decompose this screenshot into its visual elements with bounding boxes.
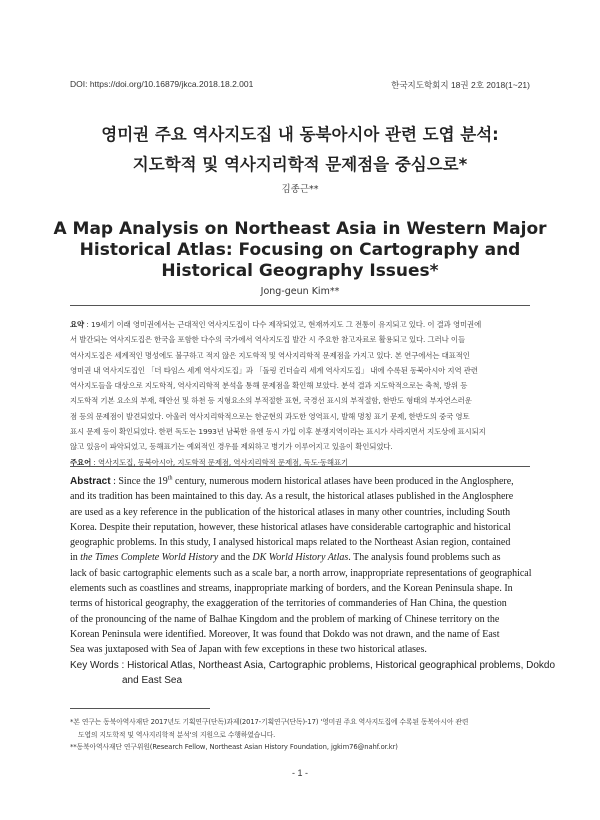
abstract-line: 서 발간되는 역사지도집은 한국을 포함한 다수의 국가에서 역사지도집 발간 시 주요한 참고자료로 활용되고 있다. 그러나 이들	[70, 335, 466, 345]
footnote-line: *본 연구는 동북아역사재단 2017년도 기획연구(단독)과제(2017-기획연구(단독)-17) '영미권 주요 역사지도집에 수록된 동북아시아 관련	[70, 718, 469, 726]
abstract-line: 영미권 내 역사지도집인 「더 타임스 세계 역사지도집」과 「돌링 킨더슬리 세계 역사지도집」 내에 수록된 동북아시아 지역 관련	[70, 365, 478, 375]
abstract-line: geographic problems. In this study, I analysed historical maps related to the Northeast Asian region, contained	[70, 537, 511, 549]
abstract-line: elements such as coastlines and streams, inappropriate marking of borders, and the Korean Peninsula shape. In	[70, 583, 513, 595]
abstract-line: Korea. Despite their reputation, however, these historical atlases have considerable cartographic and historical	[70, 521, 511, 533]
english-title-line: Historical Geography Issues*	[161, 261, 439, 281]
keywords-label-ko: 주요어	[70, 457, 92, 467]
keywords-ko: 주요어 : 역사지도집, 동북아시아, 지도학적 문제점, 역사지리학적 문제점, 독도·동해표기	[70, 457, 349, 467]
abstract-label-ko: 요약	[70, 320, 85, 329]
abstract-line: 점 등의 문제점이 발견되었다. 아울러 역사지리학적으로는 한군현의 과도한 영역표시, 발해 명칭 표기 문제, 한반도의 중국 영토	[70, 411, 470, 421]
doi-link[interactable]: DOI: https://doi.org/10.16879/jkca.2018.18.2.001	[70, 79, 254, 89]
abstract-line: 역사지도들을 대상으로 지도학적, 역사지리학적 분석을 통해 문제점을 확인해 보았다. 분석 결과 지도학적으로는 축척, 방위 등	[70, 381, 468, 391]
english-abstract	[70, 474, 556, 688]
running-header	[70, 79, 530, 93]
abstract-line: Abstract : Since the 19th century, numerous modern historical atlases have been produced in the Anglosphere,	[70, 475, 514, 487]
abstract-line: lack of basic cartographic elements such as a scale bar, a north arrow, inappropriate representations of geographical	[70, 567, 532, 579]
english-title-line: A Map Analysis on Northeast Asia in Western Major	[53, 219, 547, 239]
footnote-rule	[70, 708, 210, 709]
keywords-label-en: Key Words	[70, 659, 119, 671]
abstract-line: terms of historical geography, the exaggeration of the territories of commanderies of Han China, the question	[70, 598, 507, 610]
english-title	[40, 219, 560, 282]
korean-author: 김종근**	[281, 184, 319, 195]
abstract-divider-rule	[70, 466, 530, 467]
abstract-line: 지도학적 기본 요소의 부재, 해안선 및 하천 등 지형요소의 부적절한 표현, 국경선 표시의 부적절함, 한반도 형태의 부자연스러운	[70, 396, 472, 406]
journal-info: 한국지도학회지 18권 2호 2018(1~21)	[391, 80, 530, 90]
abstract-line: 않고 있음이 파악되었고, 동해표기는 예외적인 경우를 제외하고 병기가 이루어지고 있음이 확인되었다.	[70, 442, 393, 452]
english-author: Jong-geun Kim**	[260, 286, 340, 297]
korean-title	[40, 120, 560, 180]
korean-title-line: 지도학적 및 역사지리학적 문제점을 중심으로*	[132, 155, 468, 174]
footnote-line: 도엽의 지도학적 및 역사지리학적 분석'의 지원으로 수행하였습니다.	[78, 730, 276, 739]
keywords-en-continued: and East Sea	[122, 674, 183, 686]
english-title-line: Historical Atlas: Focusing on Cartography and	[79, 240, 521, 260]
abstract-line: Korean Peninsula were identified. Moreover, It was found that Dokdo was not drawn, and the name of East	[70, 628, 500, 640]
abstract-line: of the pronouncing of the name of Balhae Kingdom and the problem of marking of Chinese territory on the	[70, 613, 500, 625]
footnote-line: **동북아역사재단 연구위원(Research Fellow, Northeast Asian History Foundation, jgkim76@nahf.or.kr)	[70, 743, 398, 751]
abstract-line: 요약 : 19세기 이래 영미권에서는 근대적인 역사지도집이 다수 제작되었고, 현재까지도 그 전통이 유지되고 있다. 이 결과 영미권에	[70, 320, 482, 329]
footnotes	[70, 716, 530, 754]
abstract-line: and its tradition has been maintained to this day. As a result, the historical atlases published in the Anglosphere	[70, 491, 514, 503]
abstract-label-en: Abstract	[70, 476, 111, 487]
abstract-line: Sea was juxtaposed with Sea of Japan with few exceptions in these two historical atlases.	[70, 644, 427, 656]
page-number: - 1 -	[291, 768, 308, 778]
abstract-line: are used as a key reference in the publication of the historical atlases in many other countries, including South	[70, 506, 511, 518]
abstract-line: 역사지도집은 세계적인 명성에도 불구하고 적지 않은 지도학적 및 역사지리학적 문제점을 가지고 있다. 본 연구에서는 대표적인	[70, 350, 470, 360]
korean-abstract	[70, 317, 530, 470]
abstract-line: 표시 문제 등이 확인되었다. 한편 독도는 1993년 남북한 유엔 동시 가입 이후 분쟁지역이라는 표시가 사라지면서 지도상에 표시되지	[70, 427, 486, 437]
keywords-en: Key Words : Historical Atlas, Northeast Asia, Cartographic problems, Historical geographical problems, Dokdo	[70, 659, 556, 671]
abstract-top-rule	[70, 305, 530, 306]
abstract-line: in the Times Complete World History and the DK World History Atlas. The analysis found problems such as	[70, 552, 501, 564]
korean-title-line: 영미권 주요 역사지도집 내 동북아시아 관련 도엽 분석:	[101, 125, 499, 144]
